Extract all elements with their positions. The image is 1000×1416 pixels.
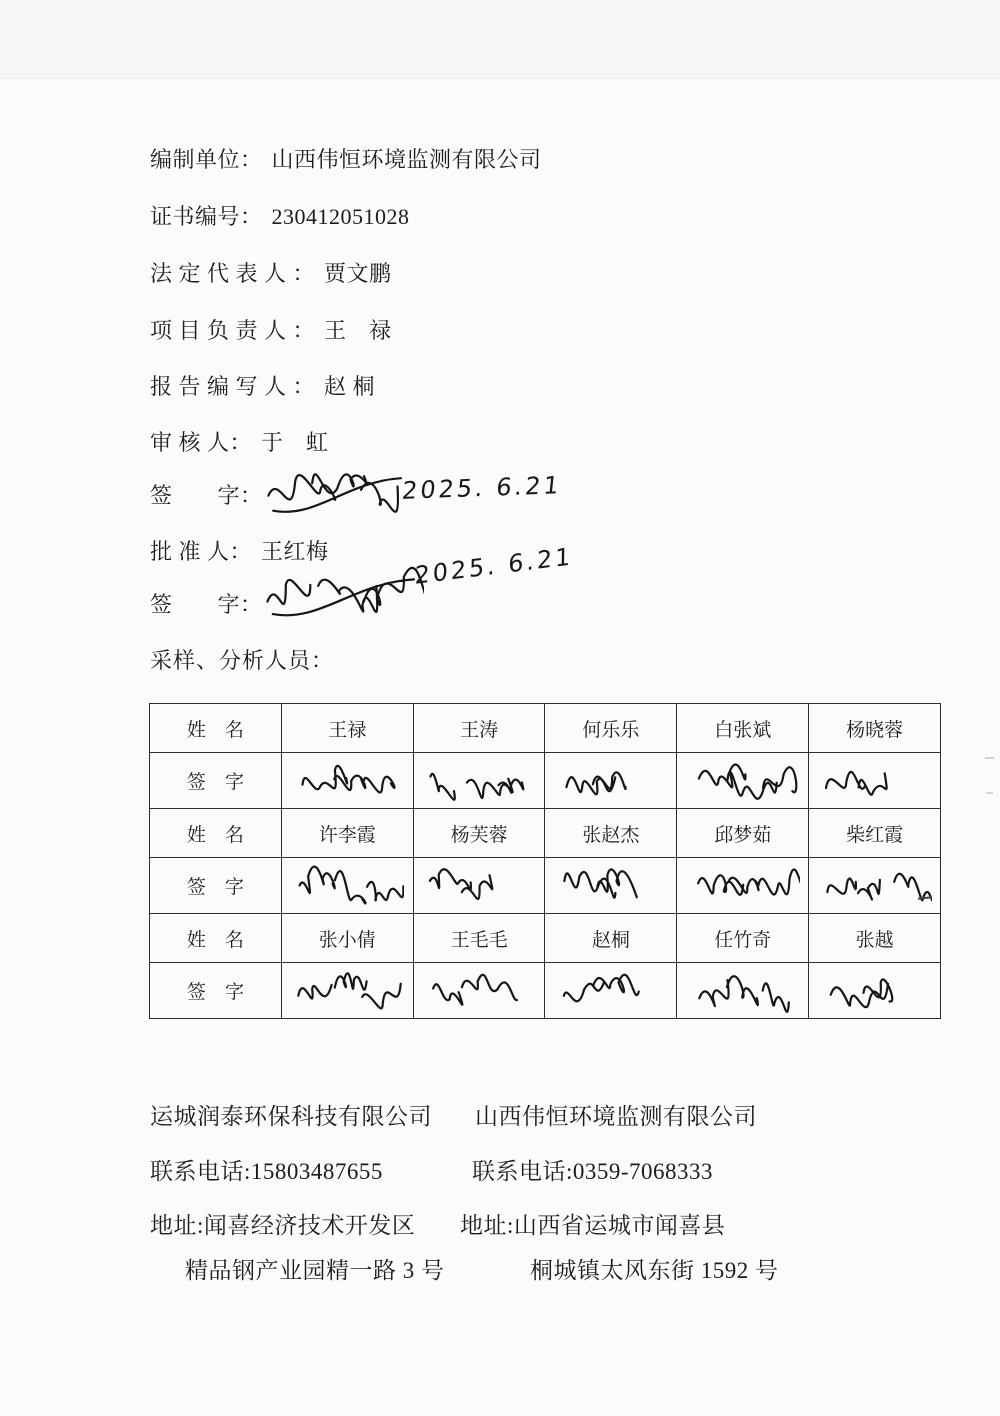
signature-cell: [281, 963, 413, 1019]
field-value: 于 虹: [261, 430, 329, 455]
field-label: 报 告 编 写 人 ：: [150, 374, 316, 399]
staff-name-cell: 张赵杰: [545, 809, 677, 858]
signature-cell: [677, 858, 809, 914]
field-label: 项 目 负 责 人 ：: [150, 318, 316, 343]
field-report-writer: [150, 370, 375, 401]
staff-name-cell: 许李霞: [281, 809, 413, 858]
signature-image: [422, 969, 536, 1015]
signature-image: [290, 759, 404, 805]
footer-left-company: 运城润泰环保科技有限公司: [150, 1104, 432, 1129]
row-label-cell: 签 字: [150, 963, 282, 1019]
staff-name-cell: 白张斌: [677, 704, 809, 753]
staff-name-cell: 杨晓蓉: [809, 704, 941, 753]
staff-name-cell: 张越: [809, 914, 941, 963]
staff-name-cell: 王毛毛: [413, 914, 545, 963]
staff-name-cell: 邱梦茹: [677, 809, 809, 858]
staff-name-cell: 王禄: [281, 704, 413, 753]
scan-artifact: [986, 792, 993, 794]
footer-right-phone: 联系电话:0359-7068333: [472, 1159, 714, 1184]
staff-name-cell: 张小倩: [281, 914, 413, 963]
signature-image: [818, 969, 932, 1015]
signature-image: [422, 864, 536, 910]
signature-cell: [413, 858, 545, 914]
staff-name-cell: 王涛: [413, 704, 545, 753]
signature-cell: [545, 753, 677, 809]
field-project-leader: [150, 314, 392, 345]
staff-name-cell: 赵桐: [545, 914, 677, 963]
staff-signature-table: [149, 703, 941, 1019]
footer-left-address1: 地址:闻喜经济技术开发区: [150, 1213, 416, 1238]
scan-artifact: [985, 757, 994, 759]
signature-image: [818, 759, 932, 805]
signature-cell: [413, 753, 545, 809]
section-title-sampling-staff: 采样、分析人员：: [150, 648, 335, 673]
field-value: 王红梅: [261, 539, 329, 564]
signature-image: [686, 759, 800, 805]
approver-sign-date: 2025. 6.21: [414, 542, 574, 590]
field-label: 证书编号：: [150, 204, 263, 229]
field-reviewer: [150, 426, 329, 457]
row-label-cell: 姓 名: [150, 704, 282, 753]
signature-cell: [677, 963, 809, 1019]
signature-cell: [545, 858, 677, 914]
signature-cell: [281, 753, 413, 809]
row-label-cell: 姓 名: [150, 809, 282, 858]
field-value: 赵 桐: [324, 374, 376, 399]
signature-cell: [413, 963, 545, 1019]
footer-left-phone: 联系电话:15803487655: [150, 1159, 383, 1184]
field-certificate-number: [150, 200, 410, 231]
staff-name-cell: 柴红霞: [809, 809, 941, 858]
signature-cell: [545, 963, 677, 1019]
staff-name-cell: 何乐乐: [545, 704, 677, 753]
scan-top-edge: [0, 0, 1000, 79]
sign-label: 签 字：: [150, 483, 263, 508]
sign-label: 签 字：: [150, 592, 263, 617]
signature-cell: [809, 858, 941, 914]
field-label: 法 定 代 表 人 ：: [150, 261, 316, 286]
signature-image: [554, 864, 668, 910]
staff-name-cell: 任竹奇: [677, 914, 809, 963]
signature-image: [818, 864, 932, 910]
field-value: 贾文鹏: [324, 261, 392, 286]
field-label: 审 核 人：: [150, 430, 253, 455]
staff-name-cell: 杨芙蓉: [413, 809, 545, 858]
field-value: 230412051028: [271, 204, 410, 229]
signature-image: [686, 864, 800, 910]
signature-cell: [809, 963, 941, 1019]
field-value: 山西伟恒环境监测有限公司: [271, 147, 542, 172]
reviewer-sign-date: 2025. 6.21: [400, 471, 564, 505]
footer-right-company: 山西伟恒环境监测有限公司: [475, 1104, 757, 1129]
reviewer-signature-image: [258, 462, 410, 520]
row-label-cell: 签 字: [150, 858, 282, 914]
signature-image: [554, 759, 668, 805]
reviewer-sign-line: [150, 479, 263, 510]
field-label: 批 准 人：: [150, 539, 253, 564]
signature-cell: [809, 753, 941, 809]
field-label: 编制单位：: [150, 147, 263, 172]
approver-signature-image: [256, 562, 424, 624]
approver-sign-line: [150, 588, 263, 619]
field-compiling-unit: [150, 143, 542, 174]
row-label-cell: 姓 名: [150, 914, 282, 963]
signature-cell: [677, 753, 809, 809]
footer-right-address1: 地址:山西省运城市闻喜县: [460, 1213, 726, 1238]
signature-image: [290, 864, 404, 910]
field-value: 王 禄: [324, 318, 392, 343]
row-label-cell: 签 字: [150, 753, 282, 809]
field-legal-representative: [150, 257, 392, 288]
signature-image: [290, 969, 404, 1015]
signature-cell: [281, 858, 413, 914]
signature-image: [686, 969, 800, 1015]
footer-right-address2: 桐城镇太风东街 1592 号: [530, 1258, 779, 1283]
footer-left-address2: 精品钢产业园精一路 3 号: [185, 1258, 445, 1283]
signature-image: [422, 759, 536, 805]
signature-image: [554, 969, 668, 1015]
